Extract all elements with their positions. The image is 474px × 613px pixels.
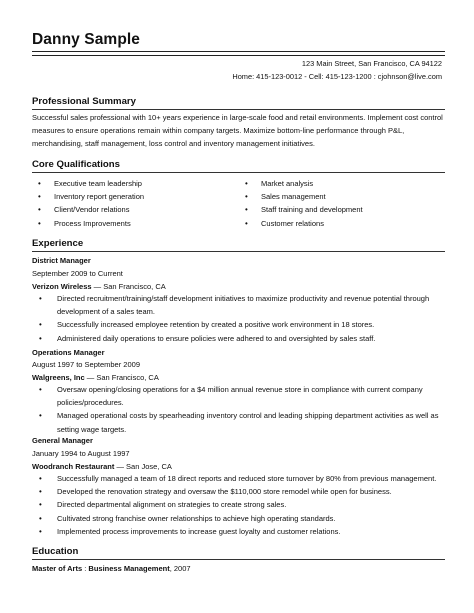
list-item: • Developed the renovation strategy and oversaw the $110,000 store remodel while open for business. bbox=[32, 485, 446, 498]
job-dates: August 1997 to September 2009 bbox=[32, 360, 140, 369]
candidate-name: Danny Sample bbox=[32, 31, 141, 48]
list-item: • Implemented process improvements to increase guest loyalty and customer relations. bbox=[32, 525, 446, 538]
list-item: • Directed recruitment/training/staff development initiatives to maximize productivity and revenue potential through development of a sales team. bbox=[32, 292, 446, 318]
job-title: General Manager bbox=[32, 436, 93, 445]
degree-separator: : bbox=[82, 564, 89, 573]
education-entry bbox=[32, 564, 191, 573]
header-divider-2 bbox=[32, 55, 445, 56]
job-bullets bbox=[32, 292, 446, 345]
job-location: San Jose, CA bbox=[126, 462, 172, 471]
job-bullets bbox=[32, 383, 446, 436]
graduation-year: , 2007 bbox=[169, 564, 191, 573]
job-title: District Manager bbox=[32, 256, 91, 265]
list-item: • Process Improvements bbox=[36, 217, 144, 230]
list-item: • Oversaw opening/closing operations for a $4 million annual revenue store in compliance with current company policies/procedures. bbox=[32, 383, 446, 409]
list-item: • Sales management bbox=[243, 190, 363, 203]
contact-address: 123 Main Street, San Francisco, CA 94122 bbox=[301, 59, 442, 68]
job-dates: January 1994 to August 1997 bbox=[32, 449, 130, 458]
job-separator: — bbox=[114, 462, 127, 471]
job-separator: — bbox=[91, 282, 104, 291]
list-item: • Cultivated strong franchise owner relationships to achieve high operating standards. bbox=[32, 512, 446, 525]
job-location: San Francisco, CA bbox=[96, 373, 159, 382]
job-title: Operations Manager bbox=[32, 348, 105, 357]
list-item: • Market analysis bbox=[243, 177, 363, 190]
section-title-qualifications: Core Qualifications bbox=[32, 159, 120, 170]
job-bullets bbox=[32, 472, 446, 538]
job-dates: September 2009 to Current bbox=[32, 269, 123, 278]
section-divider bbox=[32, 559, 445, 560]
list-item: • Directed departmental alignment on strategies to create strong sales. bbox=[32, 498, 446, 511]
qualifications-left-column bbox=[36, 177, 144, 230]
job-company-line bbox=[32, 373, 159, 382]
field-of-study: Business Management bbox=[88, 564, 170, 573]
job-separator: — bbox=[84, 373, 97, 382]
degree: Master of Arts bbox=[32, 564, 83, 573]
list-item: • Administered daily operations to ensure policies were adhered to and oversighted by sales staff. bbox=[32, 332, 446, 345]
list-item: • Customer relations bbox=[243, 217, 363, 230]
summary-text: Successful sales professional with 10+ years experience in large-scale food and retail environments. Implement cost control measures to ensure operations remain within company targets. Maximize bottom-line performance through P&L, merchandising, staff management, loss control and inventory management initiatives. bbox=[32, 113, 443, 149]
list-item: • Inventory report generation bbox=[36, 190, 144, 203]
section-divider bbox=[32, 109, 445, 110]
section-divider bbox=[32, 172, 445, 173]
header-divider bbox=[32, 51, 445, 52]
list-item: • Executive team leadership bbox=[36, 177, 144, 190]
section-title-education: Education bbox=[32, 546, 79, 557]
list-item: • Successfully increased employee retention by created a positive work environment in 18 stores. bbox=[32, 318, 446, 331]
job-company: Woodranch Restaurant bbox=[32, 462, 115, 471]
job-company: Walgreens, Inc bbox=[32, 373, 85, 382]
job-location: San Francisco, CA bbox=[103, 282, 166, 291]
job-company: Verizon Wireless bbox=[32, 282, 92, 291]
section-title-summary: Professional Summary bbox=[32, 96, 136, 107]
job-company-line bbox=[32, 282, 166, 291]
section-divider bbox=[32, 251, 445, 252]
job-company-line bbox=[32, 462, 172, 471]
list-item: • Successfully managed a team of 18 direct reports and reduced store turnover by 80% from previous management. bbox=[32, 472, 446, 485]
qualifications-right-column bbox=[243, 177, 363, 230]
list-item: • Staff training and development bbox=[243, 203, 363, 216]
contact-phones-email: Home: 415-123-0012 - Cell: 415-123-1200 : cjohnson@live.com bbox=[232, 72, 442, 81]
list-item: • Client/Vendor relations bbox=[36, 203, 144, 216]
section-title-experience: Experience bbox=[32, 238, 84, 249]
list-item: • Managed operational costs by spearheading inventory control and leading shipping department activities as well as setting wage targets. bbox=[32, 409, 446, 435]
